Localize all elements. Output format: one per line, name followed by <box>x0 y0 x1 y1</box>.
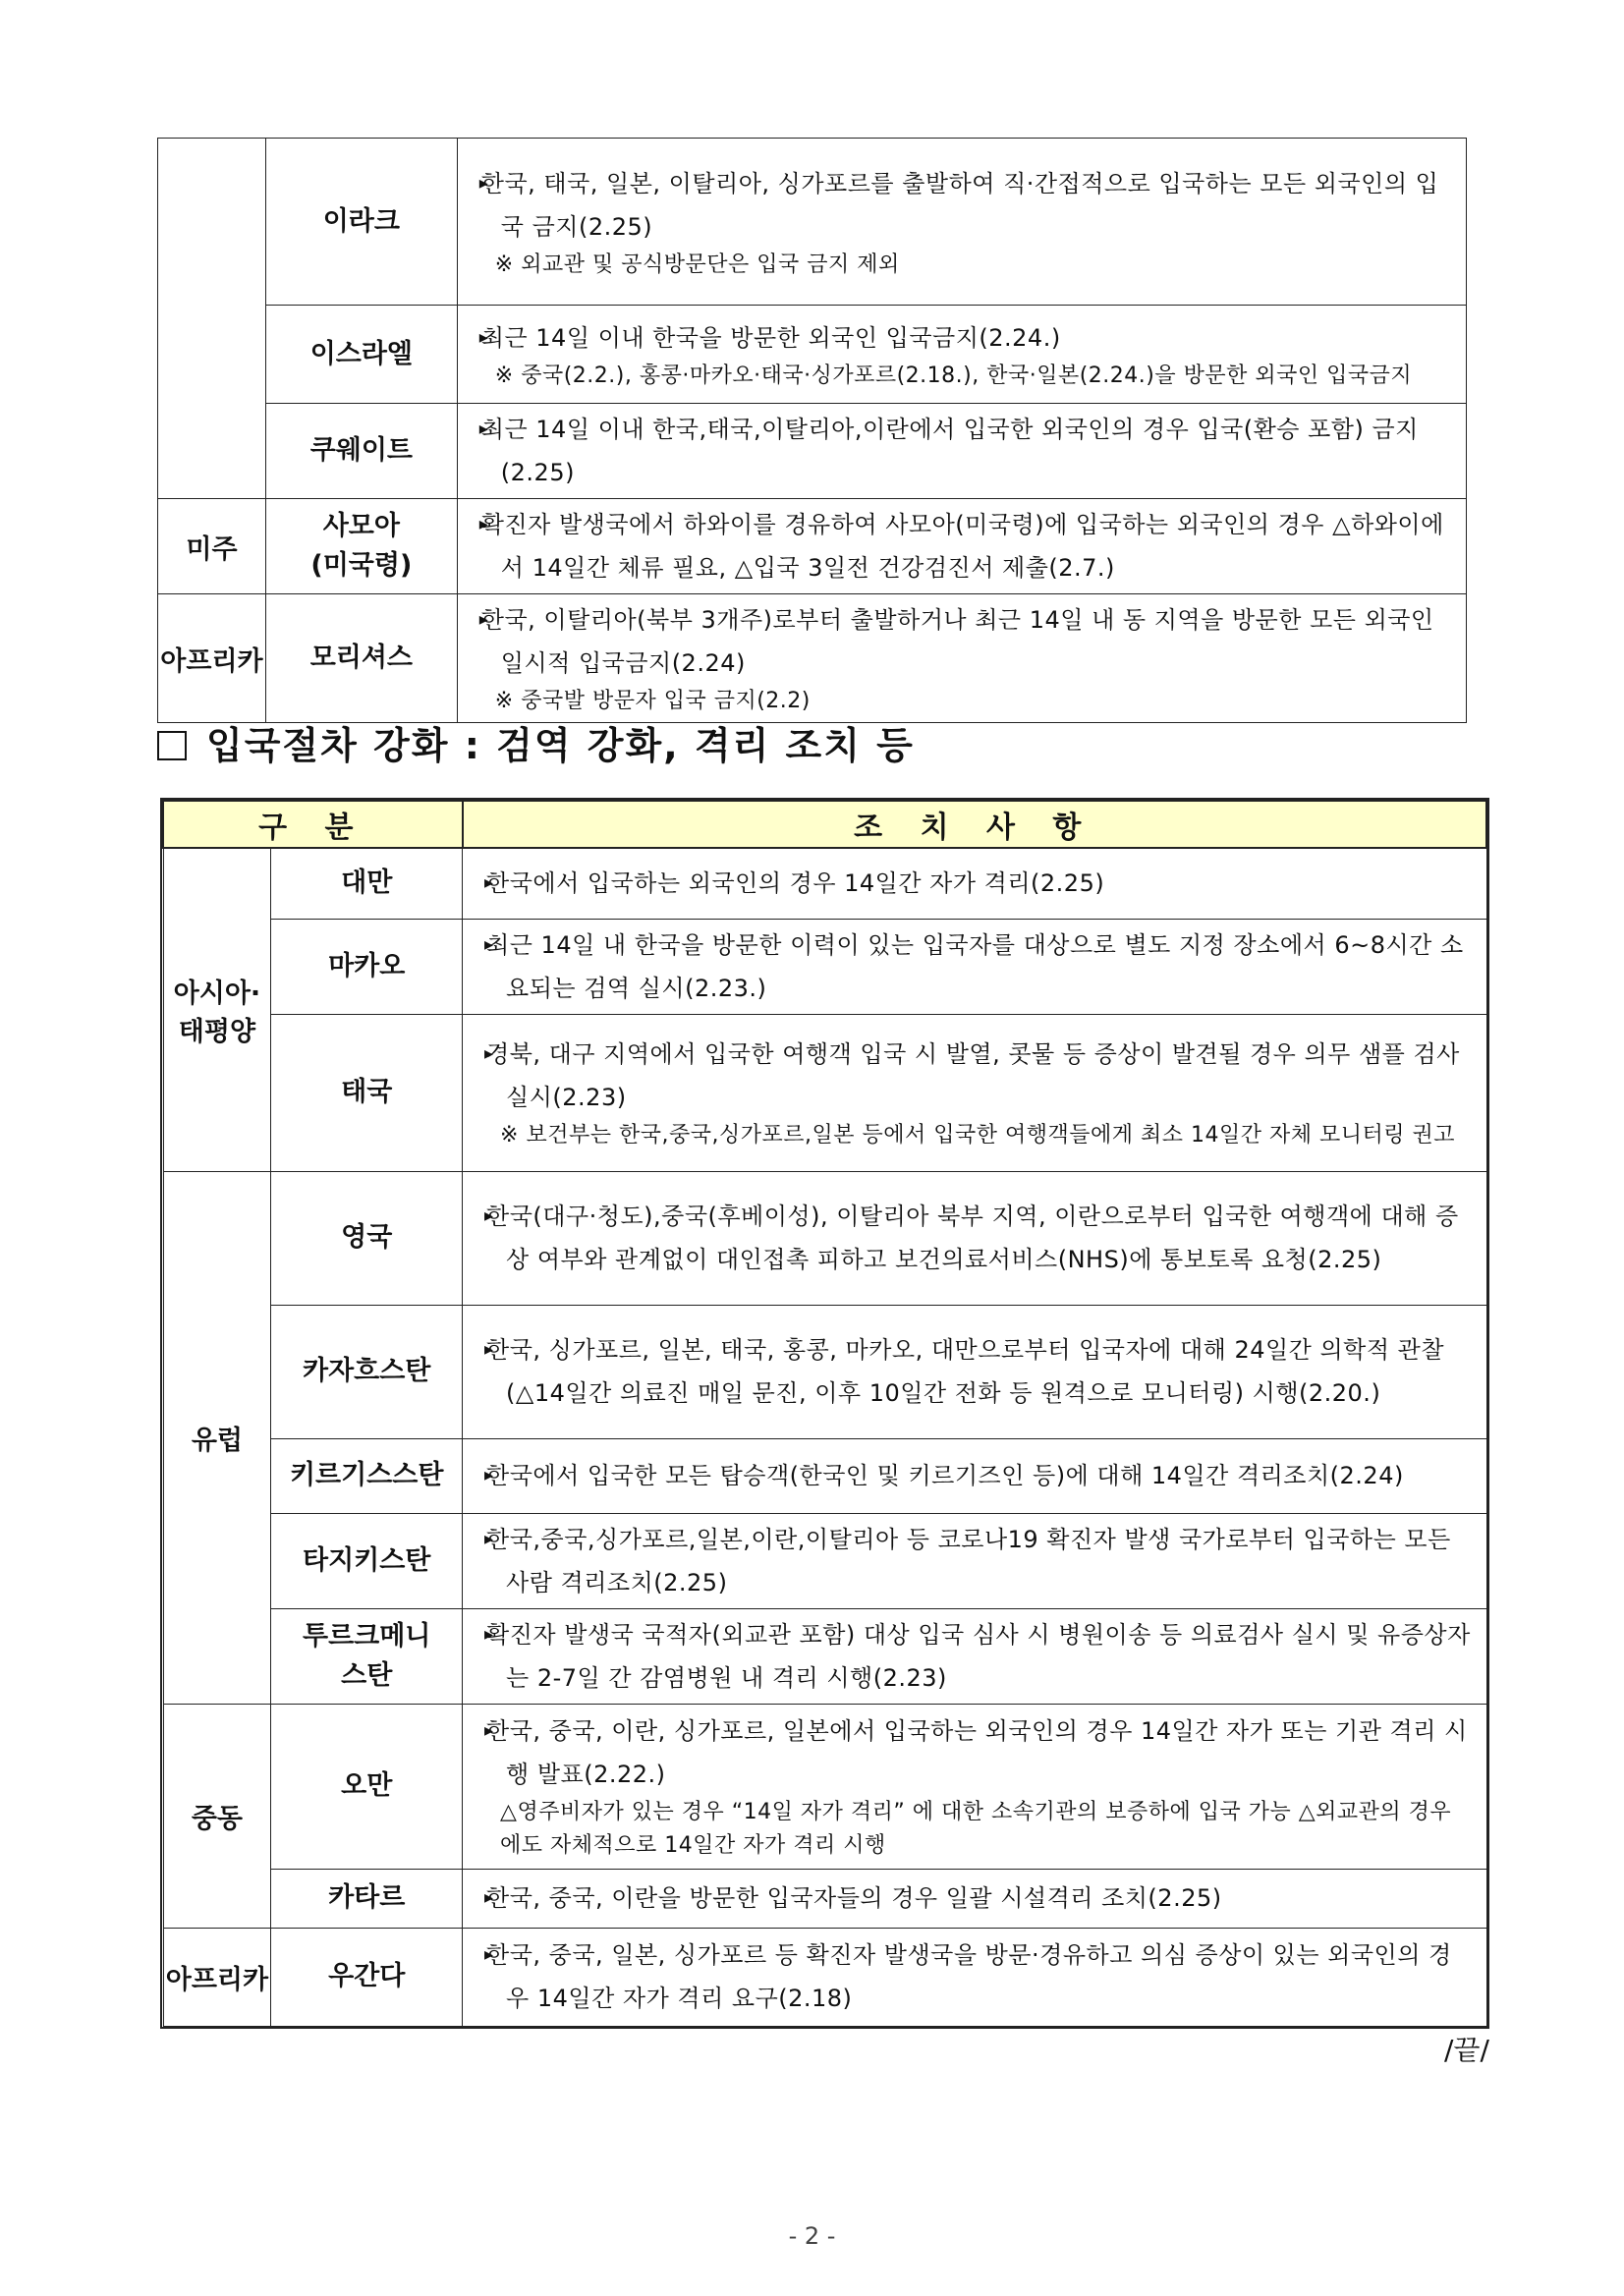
measure-bullet: ▸ 한국, 이탈리아(북부 3개주)로부터 출발하거나 최근 14일 내 동 지역을 방문한 모든 외국인 일시적 입국금지(2.24) <box>481 598 1452 685</box>
measure-cell <box>457 306 1466 404</box>
measure-cell <box>463 1438 1486 1513</box>
measure-bullet: ▸ 한국, 태국, 일본, 이탈리아, 싱가포르를 출발하여 직·간접적으로 입국하는 모든 외국인의 입국 금지(2.25) <box>481 162 1452 249</box>
measure-bullet: ▸ 확진자 발생국에서 하와이를 경유하여 사모아(미국령)에 입국하는 외국인의 경우 △하와이에서 14일간 체류 필요, △입국 3일전 건강검진서 제출(2.7.) <box>481 503 1452 589</box>
entry-ban-table <box>157 138 1467 723</box>
measure-cell <box>463 1869 1486 1928</box>
measure-note: ※ 중국(2.2.), 홍콩·마카오·태국·싱가포르(2.18.), 한국·일본(2.24.)을 방문한 외국인 입국금지 <box>494 363 1413 388</box>
table-row <box>158 139 1467 306</box>
region-cell <box>158 139 266 499</box>
country-cell: 이라크 <box>265 139 457 306</box>
country-cell: 태국 <box>271 1014 463 1171</box>
measure-note: ※ 보건부는 한국,중국,싱가포르,일본 등에서 입국한 여행객들에게 최소 14일간 자체 모니터링 권고 <box>500 1123 1455 1148</box>
table-row <box>163 1171 1486 1305</box>
table-row <box>163 919 1486 1014</box>
region-cell: 아프리카 <box>158 594 266 723</box>
measure-bullet: ▸ 한국, 중국, 이란을 방문한 입국자들의 경우 일괄 시설격리 조치(2.25) <box>486 1876 1472 1920</box>
table-row <box>163 1608 1486 1704</box>
measure-note: △영주비자가 있는 경우 “14일 자가 격리” 에 대한 소속기관의 보증하에 입국 가능 △외교관의 경우에도 자체적으로 14일간 자가 격리 시행 <box>500 1800 1452 1858</box>
checkbox-square-icon <box>157 731 187 760</box>
measure-cell <box>463 1704 1486 1869</box>
table-row <box>158 306 1467 404</box>
country-cell: 오만 <box>271 1704 463 1869</box>
measure-cell <box>463 1305 1486 1438</box>
table-row <box>163 1438 1486 1513</box>
header-category: 구 분 <box>163 801 463 848</box>
measure-bullet: ▸ 한국, 중국, 일본, 싱가포르 등 확진자 발생국을 방문·경유하고 의심 증상이 있는 외국인의 경우 14일간 자가 격리 요구(2.18) <box>486 1933 1472 2020</box>
measure-bullet: ▸ 한국, 중국, 이란, 싱가포르, 일본에서 입국하는 외국인의 경우 14일간 자가 또는 기관 격리 시행 발표(2.22.) <box>486 1709 1472 1796</box>
country-cell: 투르크메니 스탄 <box>271 1608 463 1704</box>
end-mark: /끝/ <box>1444 2034 1489 2066</box>
table-row <box>163 848 1486 919</box>
table-row <box>158 404 1467 499</box>
country-cell: 대만 <box>271 848 463 919</box>
measure-bullet: ▸ 한국에서 입국하는 외국인의 경우 14일간 자가 격리(2.25) <box>486 862 1472 905</box>
region-cell: 아시아· 태평양 <box>163 848 271 1171</box>
table-row <box>163 1305 1486 1438</box>
measure-cell <box>463 848 1486 919</box>
measure-bullet: ▸ 확진자 발생국 국적자(외교관 포함) 대상 입국 심사 시 병원이송 등 의료검사 실시 및 유증상자는 2-7일 간 감염병원 내 격리 시행(2.23) <box>486 1613 1472 1700</box>
measure-cell <box>463 1513 1486 1608</box>
measure-bullet: ▸ 한국에서 입국한 모든 탑승객(한국인 및 키르기즈인 등)에 대해 14일간 격리조치(2.24) <box>486 1454 1472 1497</box>
measure-cell <box>463 919 1486 1014</box>
page-number: - 2 - <box>788 2222 836 2250</box>
section-title: 입국절차 강화 : 검역 강화, 격리 조치 등 <box>157 715 915 769</box>
country-cell: 카타르 <box>271 1869 463 1928</box>
table-row <box>163 1928 1486 2026</box>
measure-note: ※ 외교관 및 공식방문단은 입국 금지 제외 <box>494 252 900 277</box>
measure-cell <box>463 1608 1486 1704</box>
measure-cell <box>457 404 1466 499</box>
country-cell: 영국 <box>271 1171 463 1305</box>
measure-cell <box>463 1014 1486 1171</box>
country-cell: 쿠웨이트 <box>265 404 457 499</box>
measure-cell <box>457 499 1466 594</box>
measure-bullet: ▸ 최근 14일 이내 한국을 방문한 외국인 입국금지(2.24.) <box>481 316 1452 360</box>
measure-bullet: ▸ 최근 14일 이내 한국,태국,이탈리아,이란에서 입국한 외국인의 경우 입국(환승 포함) 금지(2.25) <box>481 408 1452 494</box>
measure-cell <box>457 594 1466 723</box>
measure-note: ※ 중국발 방문자 입국 금지(2.2) <box>494 689 811 713</box>
table-row <box>158 499 1467 594</box>
country-cell: 사모아 (미국령) <box>265 499 457 594</box>
country-cell: 카자흐스탄 <box>271 1305 463 1438</box>
country-cell: 마카오 <box>271 919 463 1014</box>
table-row <box>163 1704 1486 1869</box>
region-cell: 유럽 <box>163 1171 271 1704</box>
measure-bullet: ▸ 한국,중국,싱가포르,일본,이란,이탈리아 등 코로나19 확진자 발생 국가로부터 입국하는 모든 사람 격리조치(2.25) <box>486 1518 1472 1604</box>
measure-cell <box>463 1171 1486 1305</box>
table-row <box>158 594 1467 723</box>
country-cell: 모리셔스 <box>265 594 457 723</box>
table-row <box>163 1014 1486 1171</box>
region-cell: 중동 <box>163 1704 271 1928</box>
country-cell: 우간다 <box>271 1928 463 2026</box>
measure-bullet: ▸ 한국, 싱가포르, 일본, 태국, 홍콩, 마카오, 대만으로부터 입국자에 대해 24일간 의학적 관찰(△14일간 의료진 매일 문진, 이후 10일간 전화 등 원격으로 모니터링) 시행(2.20.) <box>486 1328 1472 1415</box>
quarantine-measures-table <box>162 800 1487 2027</box>
table-row <box>163 1869 1486 1928</box>
measure-bullet: ▸ 한국(대구·청도),중국(후베이성), 이탈리아 북부 지역, 이란으로부터 입국한 여행객에 대해 증상 여부와 관계없이 대인접촉 피하고 보건의료서비스(NHS)에 통보토록 요청(2.25) <box>486 1195 1472 1281</box>
measure-cell <box>457 139 1466 306</box>
country-cell: 키르기스스탄 <box>271 1438 463 1513</box>
table-row <box>163 1513 1486 1608</box>
measure-bullet: ▸ 최근 14일 내 한국을 방문한 이력이 있는 입국자를 대상으로 별도 지정 장소에서 6~8시간 소요되는 검역 실시(2.23.) <box>486 924 1472 1010</box>
region-cell: 아프리카 <box>163 1928 271 2026</box>
measure-cell <box>463 1928 1486 2026</box>
country-cell: 이스라엘 <box>265 306 457 404</box>
country-cell: 타지키스탄 <box>271 1513 463 1608</box>
region-cell: 미주 <box>158 499 266 594</box>
header-measures: 조 치 사 항 <box>463 801 1486 848</box>
measure-bullet: ▸ 경북, 대구 지역에서 입국한 여행객 입국 시 발열, 콧물 등 증상이 발견될 경우 의무 샘플 검사 실시(2.23) <box>486 1033 1472 1119</box>
